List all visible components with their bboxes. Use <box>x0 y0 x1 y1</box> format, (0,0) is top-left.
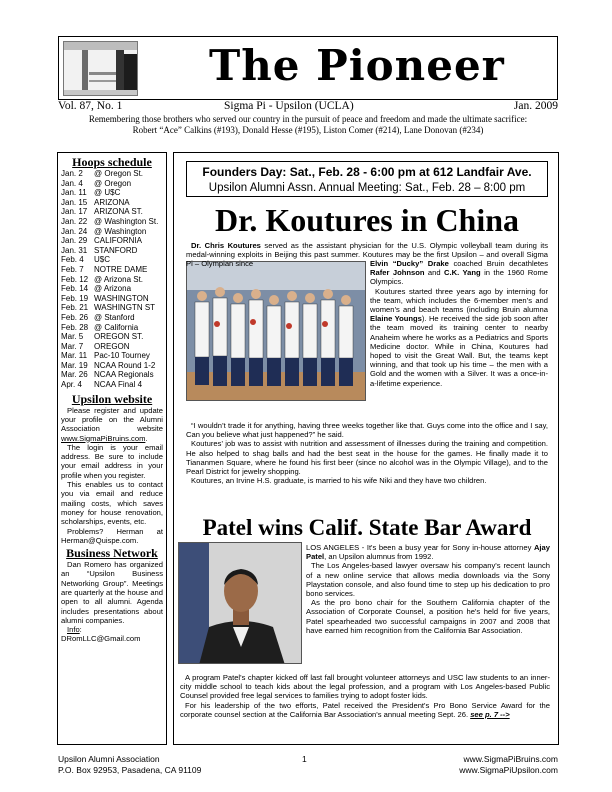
schedule-opponent: @ Washington St. <box>94 216 159 226</box>
masthead <box>58 36 558 100</box>
schedule-date: Mar. 19 <box>61 360 88 370</box>
schedule-date: Feb. 21 <box>61 303 89 313</box>
footer-org: Upsilon Alumni Association <box>58 754 160 764</box>
yang-name: C.K. Yang <box>444 268 481 278</box>
schedule-date: Jan. 29 <box>61 236 88 246</box>
schedule-row <box>61 332 163 342</box>
johnson-name: Rafer Johnson <box>370 268 425 278</box>
footer-right <box>459 754 558 776</box>
memorial-line-2: Robert “Ace” Calkins (#193), Donald Hesse (#195), Liston Comer (#214), Lane Donovan (#234) <box>132 125 484 135</box>
schedule-opponent: CALIFORNIA <box>94 236 143 246</box>
schedule-date: Jan. 17 <box>61 207 88 217</box>
schedule-opponent: OREGON ST. <box>94 332 144 342</box>
issue-date: Jan. 2009 <box>513 100 558 112</box>
schedule-date: Jan. 4 <box>61 178 83 188</box>
schedule-opponent: NCAA Round 1-2 <box>94 360 156 370</box>
house-porch-image <box>64 42 138 96</box>
hoops-schedule-list <box>61 169 163 390</box>
team-photo-image <box>187 262 366 401</box>
schedule-date: Feb. 12 <box>61 274 89 284</box>
issue-volume: Vol. 87, No. 1 <box>58 100 123 112</box>
schedule-opponent: @ California <box>94 322 139 332</box>
schedule-opponent: ARIZONA <box>94 197 130 207</box>
schedule-row <box>61 351 163 361</box>
footer-left <box>58 754 201 776</box>
schedule-date: Feb. 14 <box>61 284 89 294</box>
business-network-heading: Business Network <box>66 546 158 561</box>
schedule-date: Feb. 28 <box>61 322 89 332</box>
article-1-mid-1: coached Bruin decathletes <box>448 259 548 268</box>
schedule-row <box>61 303 163 313</box>
schedule-opponent: @ Stanford <box>94 312 135 322</box>
article-2-p5: For his leadership of the two efforts, Patel received the President's Pro Bono Service Award for the corporate counsel section at the California Bar Association's annual meeting Sept. 26. <box>180 700 550 719</box>
schedule-opponent: @ U$C <box>94 188 121 198</box>
schedule-date: Jan. 2 <box>61 169 83 178</box>
patel-portrait-image <box>179 543 302 664</box>
schedule-date: Mar. 5 <box>61 332 84 342</box>
youngs-name: Elaine Youngs <box>370 314 422 324</box>
schedule-opponent: WASHINGTN ST <box>94 303 156 313</box>
article-2-p1b: , an Upsilon alumnus from 1992. <box>324 552 434 562</box>
schedule-opponent: @ Arizona <box>94 284 132 294</box>
article-1-bottom-text <box>186 421 548 485</box>
article-2-p1a: LOS ANGELES - It's been a busy year for Sony in-house attorney <box>306 543 534 552</box>
footer-site-2[interactable]: www.SigmaPiUpsilon.com <box>459 765 558 775</box>
schedule-row <box>61 227 163 237</box>
hoops-schedule-heading: Hoops schedule <box>72 155 152 169</box>
schedule-row <box>61 179 163 189</box>
issue-line <box>58 100 558 114</box>
article-2-p3: As the pro bono chair for the Southern California chapter of the Association of Corporate Counsel, a position he's held for five years, Patel spearheaded two successful campaigns in 2007 and 2008 that have earned him recognition from the California Bar Association. <box>306 598 550 635</box>
founders-day-box <box>186 161 548 197</box>
article-1-mid-2: in the 1960 Rome Olympics. <box>370 268 548 287</box>
volleyball-team-photo <box>186 261 366 401</box>
schedule-date: Feb. 7 <box>61 264 84 274</box>
memorial-dedication <box>30 114 586 136</box>
website-text-end: . <box>145 433 148 443</box>
website-heading: Upsilon website <box>71 391 153 406</box>
schedule-row <box>61 342 163 352</box>
schedule-row <box>61 255 163 265</box>
schedule-opponent: WASHINGTON <box>94 293 149 303</box>
schedule-row <box>61 323 163 333</box>
sidebar <box>57 152 167 745</box>
masthead-photo <box>63 41 138 96</box>
article-1-p5: Koutures, an Irvine H.S. graduate, is married to his wife Niki and they have two children. <box>191 476 487 486</box>
info-label: Info <box>67 625 80 635</box>
annual-meeting-line: Upsilon Alumni Assn. Annual Meeting: Sat., Feb. 28 – 8:00 pm <box>208 182 526 194</box>
schedule-date: Jan. 31 <box>61 245 88 255</box>
patel-name: Ajay Patel <box>306 543 550 562</box>
article-1-p4: Koutures’ job was to assist with nutrition and assessment of illnesses during the training and competition. He also helped to shag balls and had the best seat in the house for the games. He finally made it to Tiananmen Square, where he found his first beer (since no alcohol was in the Olympic Village), and to the Pearl District for jewelry shopping. <box>186 439 548 477</box>
schedule-row <box>61 265 163 275</box>
schedule-row <box>61 217 163 227</box>
issue-chapter: Sigma Pi - Upsilon (UCLA) <box>224 100 354 112</box>
website-link[interactable]: www.SigmaPiBruins.com <box>61 433 146 443</box>
schedule-row <box>61 198 163 208</box>
schedule-opponent: Pac-10 Tourney <box>94 351 150 361</box>
website-paragraph-4: Problems? Herman at Herman@Quispe.com. <box>61 526 163 545</box>
article-1-p2a: Koutures started three years ago by interning for the team, which includes the 6-member men’s and women’s and beach teams (including Bruin alumna <box>370 286 548 315</box>
schedule-opponent: NCAA Final 4 <box>94 380 143 390</box>
schedule-row <box>61 169 163 179</box>
article-1-p3: “I wouldn’t trade it for anything, having three weeks together like that. Guys come into the office and I say, Can you believe what just happened?” he said. <box>186 421 548 440</box>
founders-day-line: Founders Day: Sat., Feb. 28 - 6:00 pm at 612 Landfair Ave. <box>202 165 532 179</box>
schedule-date: Mar. 26 <box>61 370 88 380</box>
schedule-row <box>61 313 163 323</box>
schedule-opponent: @ Oregon <box>94 178 132 188</box>
newsletter-title: The Pioneer <box>209 41 505 90</box>
schedule-date: Feb. 26 <box>61 312 89 322</box>
article-1-headline: Dr. Koutures in China <box>214 202 520 238</box>
website-paragraph-3: This enables us to contact you via email and reduce mailing costs, which saves money for house renovation, scholarships, events, etc. <box>61 480 163 527</box>
schedule-opponent: U$C <box>94 255 111 265</box>
schedule-date: Jan. 24 <box>61 226 88 236</box>
see-page-7-link[interactable]: see p. 7 --> <box>470 709 510 719</box>
schedule-opponent: STANFORD <box>94 245 138 255</box>
schedule-opponent: @ Oregon St. <box>94 169 144 178</box>
drake-name: Elvin “Ducky” Drake <box>370 259 449 268</box>
website-paragraph-1 <box>61 406 163 443</box>
schedule-opponent: OREGON <box>94 341 130 351</box>
schedule-opponent: NCAA Regionals <box>94 370 154 380</box>
schedule-row <box>61 236 163 246</box>
article-2-right-text <box>306 543 550 635</box>
article-2-headline: Patel wins Calif. State Bar Award <box>202 515 532 540</box>
schedule-date: Feb. 19 <box>61 293 89 303</box>
schedule-row <box>61 361 163 371</box>
article-1-intro: served as the assistant physician for the U.S. Olympic volleyball team during its medal-winning exploits in Beijing this past summer. Koutures may be the first Upsilon – and overall Sigma Pi – Olympian since <box>186 241 548 269</box>
article-2-p2: The Los Angeles-based lawyer oversaw his company's recent launch of a new online service that allows media downloads via the Sony Playstation console, and also found time to step up his dedication to pro bono services. <box>306 561 550 599</box>
schedule-date: Jan. 11 <box>61 188 87 198</box>
schedule-date: Feb. 4 <box>61 255 84 265</box>
business-network-paragraph: Dan Romero has organized an “Upsilon Business Networking Group”. Meetings are quarterly at the house and open to all alumni. Agenda includes presentations about alumni companies. <box>61 560 163 625</box>
schedule-date: Apr. 4 <box>61 380 82 390</box>
footer-site-1[interactable]: www.SigmaPiBruins.com <box>463 754 558 764</box>
patel-photo <box>178 542 302 664</box>
schedule-date: Mar. 11 <box>61 351 88 361</box>
schedule-row <box>61 188 163 198</box>
schedule-row <box>61 207 163 217</box>
schedule-date: Jan. 15 <box>61 197 88 207</box>
article-2-bottom-text <box>180 673 550 719</box>
schedule-row <box>61 380 163 390</box>
info-email[interactable]: : DRomLLC@Gmail.com <box>61 625 141 644</box>
schedule-row <box>61 284 163 294</box>
schedule-date: Mar. 7 <box>61 341 84 351</box>
schedule-row <box>61 370 163 380</box>
footer-address: P.O. Box 92953, Pasadena, CA 91109 <box>58 765 202 775</box>
schedule-row <box>61 294 163 304</box>
schedule-opponent: ARIZONA ST. <box>94 207 143 217</box>
schedule-opponent: NOTRE DAME <box>94 264 148 274</box>
main-column <box>173 152 559 745</box>
schedule-row <box>61 246 163 256</box>
koutures-name: Dr. Chris Koutures <box>191 241 261 250</box>
website-paragraph-2: The login is your email address. Be sure to include your email address in your profile when you register. <box>61 442 163 480</box>
article-2-p4: A program Patel's chapter kicked off last fall brought volunteer attorneys and USC law students to an inner-city middle school to teach kids about the legal profession, and a program with Los Angeles-based Public Counsel provided free legal services to families trying to adopt foster kids. <box>180 673 550 701</box>
article-1-right-text <box>370 259 548 388</box>
website-text: Please register and update your profile on the Alumni Association website <box>61 405 163 434</box>
schedule-opponent: @ Arizona St. <box>94 274 144 284</box>
business-network-info <box>61 625 163 644</box>
schedule-opponent: @ Washington <box>94 226 147 236</box>
memorial-line-1: Remembering those brothers who served our country in the pursuit of peace and freedom and made the ultimate sacrifice: <box>88 114 528 124</box>
footer-page-number: 1 <box>302 754 307 764</box>
article-1-and: and <box>424 268 445 278</box>
schedule-date: Jan. 22 <box>61 216 88 226</box>
schedule-row <box>61 275 163 285</box>
article-1-p2b: ). He received the side job soon after the team moved its training center to nearby Anaheim where he works as a Pediatrics and Sports Medicine doctor. While in China, Koutures had hoped to visit the Great Wall. But, the teams kept winning, and that took up his time – the men with a Gold and the women with a Silver. It was a once-in-a-lifetime experience. <box>370 314 548 388</box>
